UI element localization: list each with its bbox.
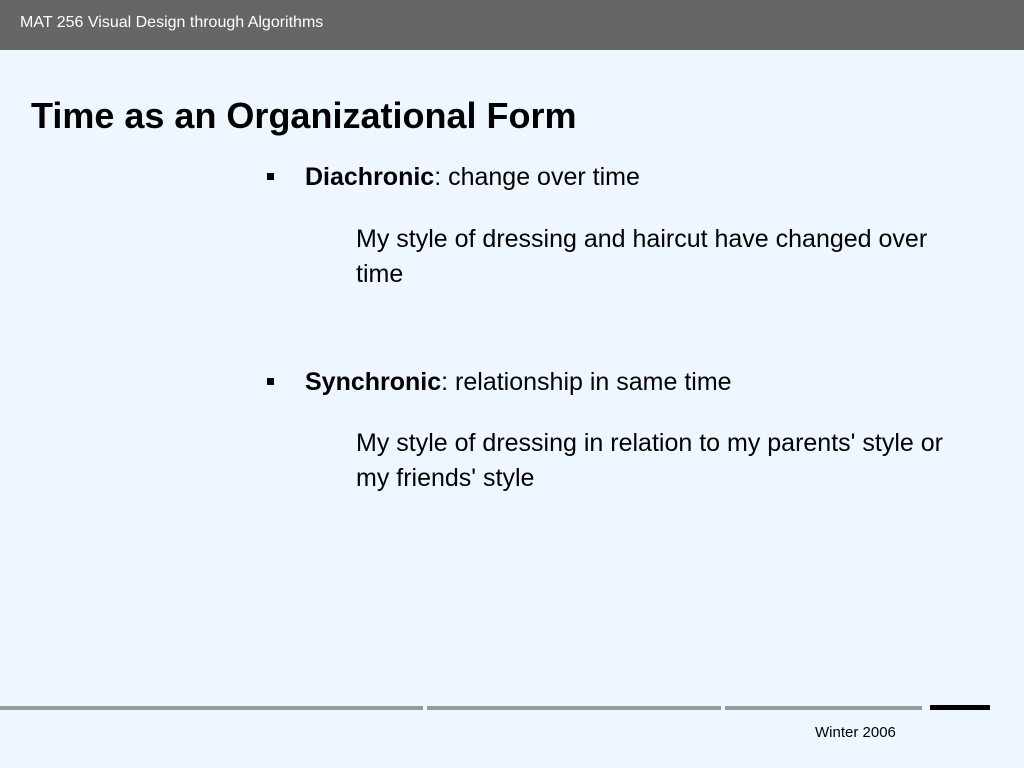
bullet-text — [305, 163, 640, 192]
bullet-term: Synchronic — [305, 368, 442, 396]
bullet-definition: : relationship in same time — [441, 368, 732, 396]
footer-divider — [427, 706, 721, 710]
square-bullet-icon — [267, 378, 274, 385]
bullet-example: My style of dressing in relation to my parents' style or my friends' style — [356, 429, 943, 492]
header-bar — [0, 0, 1024, 50]
footer-divider-accent — [930, 705, 990, 710]
square-bullet-icon — [267, 173, 274, 180]
bullet-example: My style of dressing and haircut have changed over time — [356, 225, 928, 288]
footer-term: Winter 2006 — [815, 724, 896, 741]
slide-title: Time as an Organizational Form — [31, 95, 577, 136]
bullet-term: Diachronic — [305, 163, 435, 191]
course-title: MAT 256 Visual Design through Algorithms — [20, 14, 324, 31]
footer-divider — [0, 706, 423, 710]
bullet-text — [305, 368, 732, 397]
footer-divider — [725, 706, 922, 710]
bullet-definition: : change over time — [434, 163, 640, 191]
